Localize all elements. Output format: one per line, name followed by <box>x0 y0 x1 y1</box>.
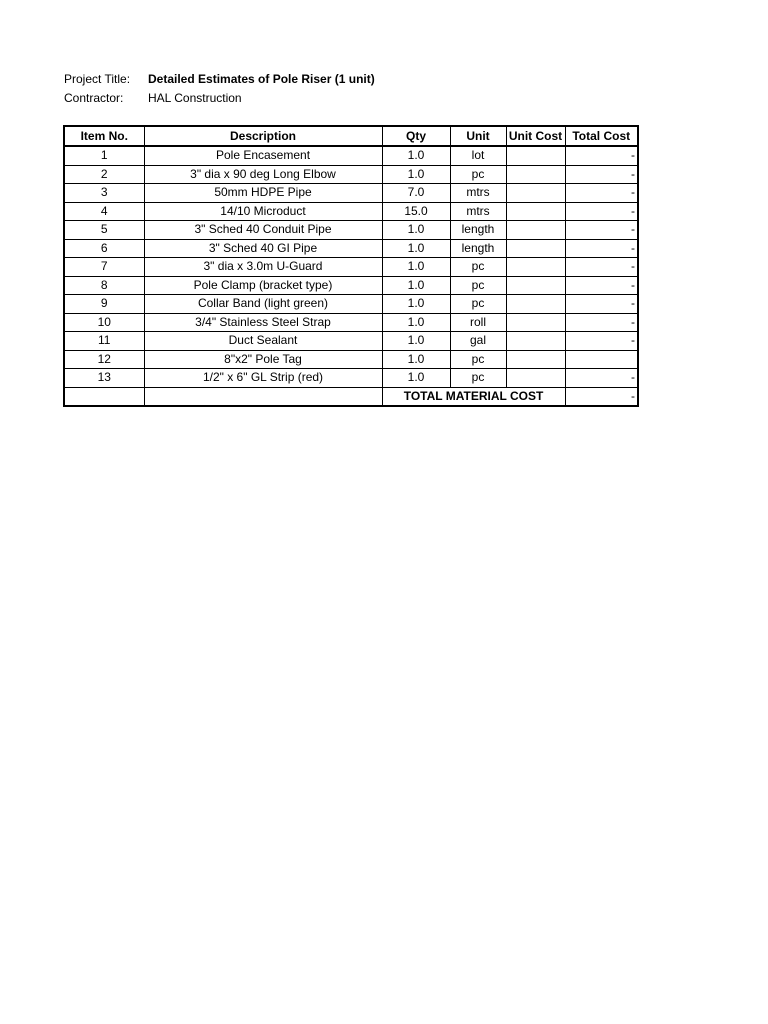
cell-total-cost: - <box>565 295 638 314</box>
cell-unit: mtrs <box>450 184 506 203</box>
cell-total-cost: - <box>565 146 638 165</box>
cell-qty: 1.0 <box>382 165 450 184</box>
table-row <box>64 276 638 295</box>
table-body <box>64 146 638 387</box>
cell-unit-cost <box>506 258 565 277</box>
contractor-label: Contractor: <box>64 91 124 105</box>
cell-item-no: 9 <box>64 295 144 314</box>
cell-total-cost <box>565 350 638 369</box>
cell-total-cost: - <box>565 313 638 332</box>
cell-description: 3" dia x 3.0m U-Guard <box>144 258 382 277</box>
table-row <box>64 239 638 258</box>
header-total-cost: Total Cost <box>565 126 638 146</box>
cell-description: 3/4" Stainless Steel Strap <box>144 313 382 332</box>
cell-unit-cost <box>506 313 565 332</box>
cell-qty: 1.0 <box>382 221 450 240</box>
cell-qty: 1.0 <box>382 276 450 295</box>
table-row <box>64 295 638 314</box>
cell-unit-cost <box>506 369 565 388</box>
cell-unit: pc <box>450 350 506 369</box>
cell-unit-cost <box>506 239 565 258</box>
cell-unit: pc <box>450 276 506 295</box>
table-row <box>64 332 638 351</box>
cell-qty: 1.0 <box>382 258 450 277</box>
cell-description: 14/10 Microduct <box>144 202 382 221</box>
table-row <box>64 221 638 240</box>
cell-unit: mtrs <box>450 202 506 221</box>
cell-unit: gal <box>450 332 506 351</box>
cell-unit-cost <box>506 276 565 295</box>
cell-item-no: 1 <box>64 146 144 165</box>
cell-description: 50mm HDPE Pipe <box>144 184 382 203</box>
cell-unit-cost <box>506 202 565 221</box>
table-row <box>64 165 638 184</box>
cell-unit: length <box>450 239 506 258</box>
cell-description: Pole Encasement <box>144 146 382 165</box>
cell-description: 3" Sched 40 GI Pipe <box>144 239 382 258</box>
table-header-row <box>64 126 638 146</box>
cell-total-cost: - <box>565 202 638 221</box>
cell-description: 3" dia x 90 deg Long Elbow <box>144 165 382 184</box>
header-description: Description <box>144 126 382 146</box>
cell-item-no: 8 <box>64 276 144 295</box>
cell-total-cost: - <box>565 239 638 258</box>
cell-item-no: 3 <box>64 184 144 203</box>
cell-item-no: 13 <box>64 369 144 388</box>
total-empty-desc <box>144 387 382 406</box>
cell-total-cost: - <box>565 369 638 388</box>
cell-item-no: 7 <box>64 258 144 277</box>
contractor-row <box>64 89 375 108</box>
project-title-value: Detailed Estimates of Pole Riser (1 unit) <box>148 72 375 86</box>
cell-description: Duct Sealant <box>144 332 382 351</box>
table-row <box>64 184 638 203</box>
cell-unit: length <box>450 221 506 240</box>
cell-unit: pc <box>450 165 506 184</box>
cell-unit-cost <box>506 295 565 314</box>
total-empty-item <box>64 387 144 406</box>
cell-total-cost: - <box>565 258 638 277</box>
estimate-table <box>63 125 639 407</box>
cell-total-cost: - <box>565 184 638 203</box>
document-header <box>64 70 375 108</box>
project-title-label: Project Title: <box>64 72 131 86</box>
cell-total-cost: - <box>565 276 638 295</box>
cell-unit: pc <box>450 295 506 314</box>
cell-item-no: 10 <box>64 313 144 332</box>
header-unit-cost: Unit Cost <box>506 126 565 146</box>
cell-item-no: 6 <box>64 239 144 258</box>
cell-qty: 1.0 <box>382 239 450 258</box>
cell-qty: 1.0 <box>382 350 450 369</box>
cell-unit-cost <box>506 350 565 369</box>
contractor-value: HAL Construction <box>148 91 242 105</box>
table-row <box>64 313 638 332</box>
cell-description: Pole Clamp (bracket type) <box>144 276 382 295</box>
cell-unit-cost <box>506 165 565 184</box>
table-row <box>64 258 638 277</box>
total-material-cost-value: - <box>565 387 638 406</box>
cell-item-no: 5 <box>64 221 144 240</box>
cell-item-no: 2 <box>64 165 144 184</box>
header-unit: Unit <box>450 126 506 146</box>
cell-unit: pc <box>450 369 506 388</box>
cell-unit: roll <box>450 313 506 332</box>
cell-item-no: 4 <box>64 202 144 221</box>
header-item-no: Item No. <box>64 126 144 146</box>
cell-item-no: 12 <box>64 350 144 369</box>
cell-description: 3" Sched 40 Conduit Pipe <box>144 221 382 240</box>
cell-unit-cost <box>506 221 565 240</box>
header-qty: Qty <box>382 126 450 146</box>
table-row <box>64 350 638 369</box>
cell-unit-cost <box>506 332 565 351</box>
cell-description: Collar Band (light green) <box>144 295 382 314</box>
total-row <box>64 387 638 406</box>
cell-unit: lot <box>450 146 506 165</box>
cell-description: 1/2" x 6" GL Strip (red) <box>144 369 382 388</box>
cell-total-cost: - <box>565 332 638 351</box>
cell-description: 8"x2" Pole Tag <box>144 350 382 369</box>
table-row <box>64 369 638 388</box>
table-row <box>64 202 638 221</box>
cell-unit-cost <box>506 184 565 203</box>
cell-total-cost: - <box>565 221 638 240</box>
cell-qty: 1.0 <box>382 313 450 332</box>
cell-qty: 15.0 <box>382 202 450 221</box>
cell-qty: 1.0 <box>382 332 450 351</box>
project-title-row <box>64 70 375 89</box>
cell-unit: pc <box>450 258 506 277</box>
total-material-cost-label: TOTAL MATERIAL COST <box>382 387 565 406</box>
cell-qty: 1.0 <box>382 295 450 314</box>
table-row <box>64 146 638 165</box>
cell-qty: 1.0 <box>382 146 450 165</box>
cell-qty: 7.0 <box>382 184 450 203</box>
cell-item-no: 11 <box>64 332 144 351</box>
cell-qty: 1.0 <box>382 369 450 388</box>
cell-total-cost: - <box>565 165 638 184</box>
cell-unit-cost <box>506 146 565 165</box>
